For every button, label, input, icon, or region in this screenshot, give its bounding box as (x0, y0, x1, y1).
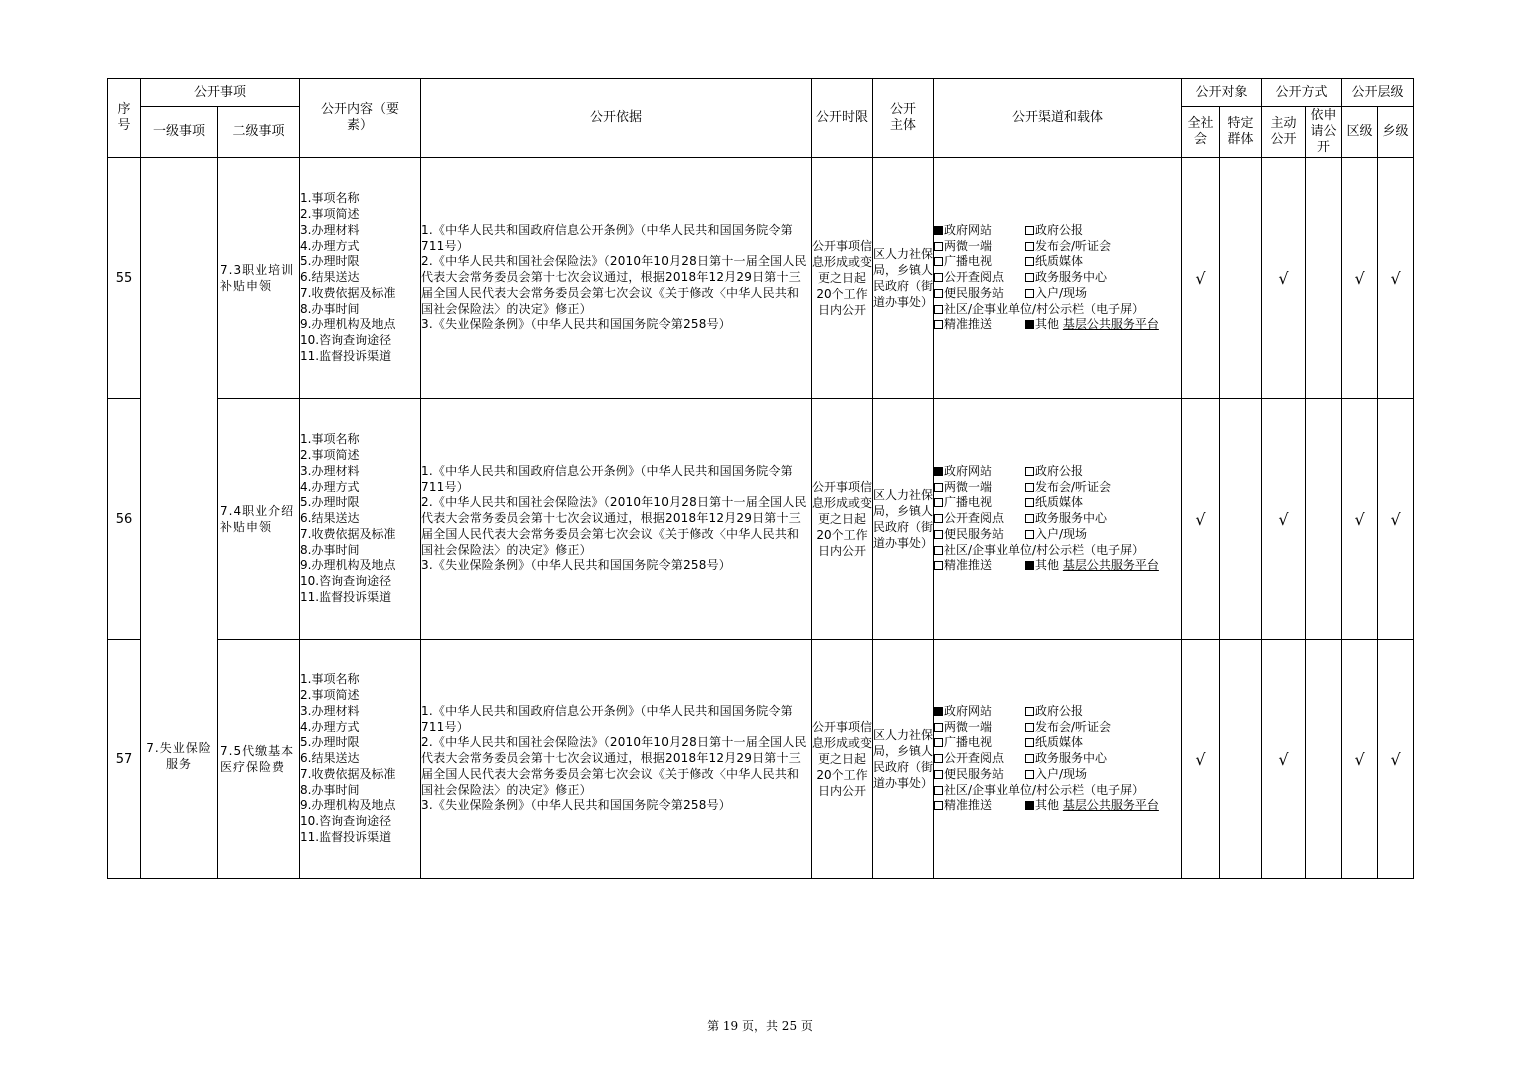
channel-label: 公开查阅点 (944, 751, 1005, 766)
check-district: √ (1342, 158, 1378, 399)
checkbox-unchecked-icon (934, 320, 943, 329)
content-item: 11.监督投诉渠道 (300, 830, 392, 845)
basis-item: 3.《失业保险条例》（中华人民共和国国务院令第258号） (421, 558, 731, 573)
check-active: √ (1262, 158, 1306, 399)
check-district: √ (1342, 399, 1378, 640)
row-seq: 56 (108, 399, 141, 640)
checkbox-unchecked-icon (934, 754, 943, 763)
channel-label: 政务服务中心 (1035, 511, 1108, 526)
channel-label: 便民服务站 (944, 285, 1005, 300)
channel-label: 入户/现场 (1035, 526, 1088, 541)
content-item: 1.事项名称 (300, 191, 360, 206)
header-level-town: 乡级 (1378, 107, 1414, 158)
basis-item: 2.《中华人民共和国社会保险法》（2010年10月28日第十一届全国人民代表大会常务委员会第十七次会议通过，根据2018年12月29日第十三届全国人民代表大会常务委员会第七次会议《关于修改〈中华人民共和国社会保险法〉的决定》修正） (421, 254, 807, 316)
content-item: 6.结果送达 (300, 751, 360, 766)
basis-item: 1.《中华人民共和国政府信息公开条例》（中华人民共和国国务院令第711号） (421, 463, 793, 494)
checkbox-unchecked-icon (1025, 754, 1034, 763)
check-district: √ (1342, 640, 1378, 879)
checkbox-unchecked-icon (934, 483, 943, 492)
channel-label: 入户/现场 (1035, 285, 1088, 300)
channel-label: 社区/企事业单位/村公示栏（电子屏） (944, 782, 1145, 797)
channel-label: 两微一端 (944, 479, 993, 494)
channel-label: 精准推送 (944, 317, 993, 332)
header-level-district: 区级 (1342, 107, 1378, 158)
channel-label: 广播电视 (944, 254, 993, 269)
check-apply (1306, 640, 1342, 879)
basis-item: 2.《中华人民共和国社会保险法》（2010年10月28日第十一届全国人民代表大会常务委员会第十七次会议通过，根据2018年12月29日第十三届全国人民代表大会常务委员会第七次会议《关于修改〈中华人民共和国社会保险法〉的决定》修正） (421, 495, 807, 557)
level2-cell: 7.5代缴基本医疗保险费 (218, 640, 300, 879)
channel-label: 政府公报 (1035, 463, 1084, 478)
subject-cell: 区人力社保局，乡镇人民政府（街道办事处） (873, 158, 934, 399)
content-item: 3.办理材料 (300, 463, 360, 478)
check-apply (1306, 158, 1342, 399)
header-target: 公开对象 (1182, 79, 1262, 107)
check-group (1220, 158, 1262, 399)
channel-label: 政府网站 (944, 463, 993, 478)
checkbox-unchecked-icon (1025, 723, 1034, 732)
check-town: √ (1378, 640, 1414, 879)
checkbox-unchecked-icon (934, 530, 943, 539)
page-footer: 第 19 页，共 25 页 (707, 1019, 813, 1033)
checkbox-checked-icon (1025, 320, 1034, 329)
time-limit-cell: 公开事项信息形成或变更之日起20个工作日内公开 (812, 399, 873, 640)
checkbox-unchecked-icon (1025, 273, 1034, 282)
checkbox-unchecked-icon (1025, 467, 1034, 476)
checkbox-unchecked-icon (934, 273, 943, 282)
channel-label: 发布会/听证会 (1035, 238, 1112, 253)
level2-cell: 7.3职业培训补贴申领 (218, 158, 300, 399)
table-row (108, 158, 1414, 399)
content-item: 1.事项名称 (300, 432, 360, 447)
content-item: 5.办理时限 (300, 254, 360, 269)
checkbox-unchecked-icon (934, 305, 943, 314)
check-apply (1306, 399, 1342, 640)
header-method-active: 主动公开 (1262, 107, 1306, 158)
checkbox-unchecked-icon (934, 242, 943, 251)
channel-label: 社区/企事业单位/村公示栏（电子屏） (944, 542, 1145, 557)
checkbox-checked-icon (934, 707, 943, 716)
check-active: √ (1262, 640, 1306, 879)
content-item: 7.收费依据及标准 (300, 285, 396, 300)
basis-cell (421, 399, 812, 640)
check-all: √ (1182, 399, 1220, 640)
channels-cell (934, 640, 1182, 879)
channel-label: 广播电视 (944, 735, 993, 750)
content-item: 8.办事时间 (300, 782, 360, 797)
checkbox-unchecked-icon (1025, 498, 1034, 507)
content-item: 11.监督投诉渠道 (300, 349, 392, 364)
other-channel-text: 基层公共服务平台 (1062, 798, 1159, 813)
content-item: 10.咨询查询途径 (300, 333, 392, 348)
check-town: √ (1378, 399, 1414, 640)
basis-item: 3.《失业保险条例》（中华人民共和国国务院令第258号） (421, 798, 731, 813)
disclosure-table (107, 78, 1414, 879)
checkbox-unchecked-icon (934, 786, 943, 795)
channel-label: 发布会/听证会 (1035, 719, 1112, 734)
check-town: √ (1378, 158, 1414, 399)
checkbox-unchecked-icon (934, 801, 943, 810)
checkbox-checked-icon (934, 226, 943, 235)
content-item: 3.办理材料 (300, 703, 360, 718)
header-basis: 公开依据 (421, 79, 812, 158)
checkbox-unchecked-icon (934, 514, 943, 523)
channel-label: 纸质媒体 (1035, 495, 1084, 510)
checkbox-unchecked-icon (1025, 707, 1034, 716)
channel-label: 纸质媒体 (1035, 735, 1084, 750)
header-matter: 公开事项 (141, 79, 300, 107)
checkbox-unchecked-icon (1025, 514, 1034, 523)
channel-label: 广播电视 (944, 495, 993, 510)
row-seq: 55 (108, 158, 141, 399)
header-level2: 二级事项 (218, 107, 300, 158)
content-item: 7.收费依据及标准 (300, 526, 396, 541)
content-item: 10.咨询查询途径 (300, 574, 392, 589)
channel-label: 政府公报 (1035, 222, 1084, 237)
checkbox-unchecked-icon (1025, 483, 1034, 492)
checkbox-unchecked-icon (1025, 770, 1034, 779)
check-all: √ (1182, 640, 1220, 879)
check-group (1220, 640, 1262, 879)
check-active: √ (1262, 399, 1306, 640)
channel-label: 精准推送 (944, 558, 993, 573)
content-item: 10.咨询查询途径 (300, 814, 392, 829)
subject-cell: 区人力社保局，乡镇人民政府（街道办事处） (873, 399, 934, 640)
other-channel-text: 基层公共服务平台 (1062, 558, 1159, 573)
checkbox-checked-icon (1025, 561, 1034, 570)
checkbox-unchecked-icon (1025, 226, 1034, 235)
channel-label: 便民服务站 (944, 526, 1005, 541)
content-item: 6.结果送达 (300, 270, 360, 285)
header-content: 公开内容（要素） (300, 79, 421, 158)
header-seq: 序号 (108, 79, 141, 158)
checkbox-checked-icon (1025, 801, 1034, 810)
checkbox-unchecked-icon (1025, 738, 1034, 747)
channel-label: 入户/现场 (1035, 766, 1088, 781)
channel-label: 政务服务中心 (1035, 751, 1108, 766)
channels-cell (934, 158, 1182, 399)
channel-label: 政府网站 (944, 222, 993, 237)
basis-item: 2.《中华人民共和国社会保险法》（2010年10月28日第十一届全国人民代表大会常务委员会第十七次会议通过，根据2018年12月29日第十三届全国人民代表大会常务委员会第七次会议《关于修改〈中华人民共和国社会保险法〉的决定》修正） (421, 735, 807, 797)
content-item: 11.监督投诉渠道 (300, 590, 392, 605)
channel-label: 政府网站 (944, 703, 993, 718)
content-item: 7.收费依据及标准 (300, 766, 396, 781)
content-item: 6.结果送达 (300, 511, 360, 526)
checkbox-unchecked-icon (934, 289, 943, 298)
checkbox-checked-icon (934, 467, 943, 476)
checkbox-unchecked-icon (934, 561, 943, 570)
level1-cell: 7.失业保险服务 (141, 158, 218, 879)
channel-label: 公开查阅点 (944, 270, 1005, 285)
row-seq: 57 (108, 640, 141, 879)
level2-cell: 7.4职业介绍补贴申领 (218, 399, 300, 640)
content-cell (300, 158, 421, 399)
content-item: 8.办事时间 (300, 301, 360, 316)
channel-label: 两微一端 (944, 719, 993, 734)
checkbox-unchecked-icon (1025, 530, 1034, 539)
channel-label: 其他 (1035, 558, 1060, 573)
checkbox-unchecked-icon (1025, 289, 1034, 298)
basis-cell (421, 158, 812, 399)
checkbox-unchecked-icon (934, 546, 943, 555)
channel-label: 公开查阅点 (944, 511, 1005, 526)
check-all: √ (1182, 158, 1220, 399)
checkbox-unchecked-icon (934, 738, 943, 747)
header-target-group: 特定群体 (1220, 107, 1262, 158)
checkbox-unchecked-icon (934, 498, 943, 507)
content-item: 2.事项简述 (300, 447, 360, 462)
content-item: 4.办理方式 (300, 238, 360, 253)
content-item: 9.办理机构及地点 (300, 317, 396, 332)
channels-cell (934, 399, 1182, 640)
checkbox-unchecked-icon (934, 257, 943, 266)
content-item: 9.办理机构及地点 (300, 558, 396, 573)
checkbox-unchecked-icon (1025, 257, 1034, 266)
table-row (108, 399, 1414, 640)
channel-label: 两微一端 (944, 238, 993, 253)
header-level1: 一级事项 (141, 107, 218, 158)
channel-label: 其他 (1035, 798, 1060, 813)
check-group (1220, 399, 1262, 640)
time-limit-cell: 公开事项信息形成或变更之日起20个工作日内公开 (812, 640, 873, 879)
basis-cell (421, 640, 812, 879)
basis-item: 1.《中华人民共和国政府信息公开条例》（中华人民共和国国务院令第711号） (421, 703, 793, 734)
header-time-limit: 公开时限 (812, 79, 873, 158)
content-item: 8.办事时间 (300, 542, 360, 557)
content-item: 2.事项简述 (300, 687, 360, 702)
time-limit-cell: 公开事项信息形成或变更之日起20个工作日内公开 (812, 158, 873, 399)
checkbox-unchecked-icon (934, 723, 943, 732)
header-target-all: 全社会 (1182, 107, 1220, 158)
content-item: 5.办理时限 (300, 735, 360, 750)
content-item: 2.事项简述 (300, 206, 360, 221)
checkbox-unchecked-icon (1025, 242, 1034, 251)
channel-label: 政府公报 (1035, 703, 1084, 718)
content-item: 5.办理时限 (300, 495, 360, 510)
content-item: 9.办理机构及地点 (300, 798, 396, 813)
header-channels: 公开渠道和载体 (934, 79, 1182, 158)
basis-item: 3.《失业保险条例》（中华人民共和国国务院令第258号） (421, 317, 731, 332)
content-item: 4.办理方式 (300, 719, 360, 734)
channel-label: 政务服务中心 (1035, 270, 1108, 285)
content-item: 1.事项名称 (300, 672, 360, 687)
channel-label: 精准推送 (944, 798, 993, 813)
subject-cell: 区人力社保局，乡镇人民政府（街道办事处） (873, 640, 934, 879)
content-item: 4.办理方式 (300, 479, 360, 494)
content-cell (300, 399, 421, 640)
channel-label: 社区/企事业单位/村公示栏（电子屏） (944, 301, 1145, 316)
basis-item: 1.《中华人民共和国政府信息公开条例》（中华人民共和国国务院令第711号） (421, 222, 793, 253)
channel-label: 纸质媒体 (1035, 254, 1084, 269)
channel-label: 其他 (1035, 317, 1060, 332)
content-item: 3.办理材料 (300, 222, 360, 237)
header-level: 公开层级 (1342, 79, 1414, 107)
channel-label: 便民服务站 (944, 766, 1005, 781)
other-channel-text: 基层公共服务平台 (1062, 317, 1159, 332)
header-method: 公开方式 (1262, 79, 1342, 107)
header-subject: 公开主体 (873, 79, 934, 158)
table-row (108, 640, 1414, 879)
header-method-apply: 依申请公开 (1306, 107, 1342, 158)
content-cell (300, 640, 421, 879)
channel-label: 发布会/听证会 (1035, 479, 1112, 494)
checkbox-unchecked-icon (934, 770, 943, 779)
